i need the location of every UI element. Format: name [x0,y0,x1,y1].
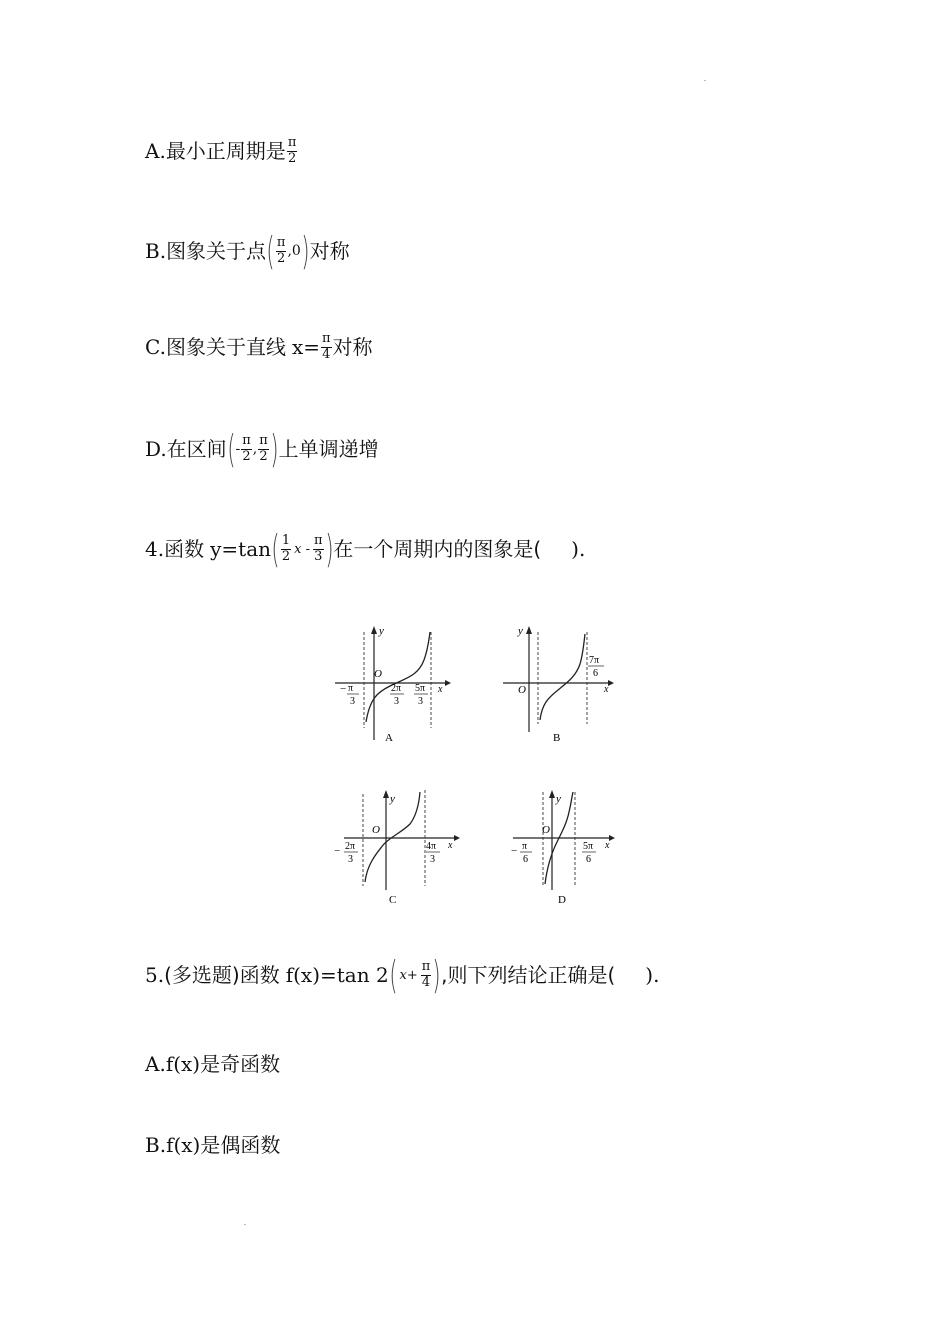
x-label: x [604,684,609,695]
option-d-fraction-1 [241,434,252,463]
origin-label: O [518,684,526,696]
fraction-numerator: 1 [281,533,291,549]
speck [244,1224,246,1225]
graph-a [330,620,455,754]
tick-1-num: π [348,683,354,694]
option-d-fraction-2 [258,434,269,463]
tick-1-den: 3 [350,696,355,707]
option-c-fraction [321,332,332,361]
left-paren-icon: ( [227,427,236,471]
origin-label: O [542,824,550,836]
tick-3-den: 3 [418,696,423,707]
fraction-numerator: π [421,959,431,975]
left-paren-icon: ( [271,527,280,571]
tick-2-num: 4π [426,841,437,852]
right-paren-icon: ) [301,229,310,273]
y-arrow-icon [383,790,389,798]
y-label: y [379,625,384,637]
tick-1-den: 6 [593,668,598,679]
option-b [145,229,350,273]
option-c-suffix: 对称 [332,334,373,359]
option-c [145,332,373,361]
q4-end: ). [571,537,586,561]
option-c-prefix: C. [145,334,166,359]
graph-a-svg [330,620,455,750]
fraction-numerator: π [313,533,323,549]
tick-2-den: 3 [430,854,435,865]
y-arrow-icon [371,626,377,634]
q5a-expr: f(x) [165,1052,201,1076]
tick-1-num: π [522,841,528,852]
graph-d-svg [505,782,630,910]
q5-prefix: 5. [145,963,165,987]
q5-fraction [421,960,432,989]
q5-text: (多选题)函数 [164,963,280,987]
y-arrow-icon [549,790,555,798]
option-d [145,427,379,471]
q5b-text: 是偶函数 [200,1133,281,1157]
q4-fraction-2 [313,534,324,563]
tan-curve [365,792,420,882]
q5-end: ). [645,963,660,987]
option-b-text: 图象关于点 [166,239,267,263]
y-label: y [518,625,523,637]
option-c-var: x= [291,334,320,359]
right-paren-icon: ) [432,953,441,997]
right-paren-icon: ) [324,527,334,571]
q4-fraction-1 [281,534,291,563]
graph-label: B [553,732,561,744]
q5a-prefix: A. [145,1052,166,1076]
q5-option-a [145,1054,280,1074]
tan-curve [540,634,585,720]
q5b-expr: f(x) [166,1133,201,1157]
tick-2-den: 6 [586,854,591,865]
q4-expr: y=tan [210,537,271,561]
option-d-suffix: 上单调递增 [278,437,379,461]
q4-prefix: 4. [145,537,165,561]
option-d-text: 在区间 [166,437,227,461]
x-arrow-icon [454,835,460,841]
fraction-numerator: π [322,331,331,346]
fraction-numerator: π [287,135,297,150]
fraction-denominator: 2 [259,449,268,464]
q5-var: x+ [399,967,418,983]
graph-b-svg [498,620,623,750]
fraction-denominator: 3 [314,549,323,564]
x-label: x [438,684,443,695]
q5b-prefix: B. [145,1133,167,1157]
option-b-fraction [276,236,287,265]
left-paren-icon: ( [266,229,275,273]
q4-text: 函数 [164,537,205,561]
right-paren-icon: ) [270,427,279,471]
y-label: y [390,793,395,805]
tick-1-den: 3 [348,854,353,865]
tick-2-den: 3 [394,696,399,707]
fraction-denominator: 4 [322,346,331,362]
tick-3-num: 5π [415,683,426,694]
tick-minus: − [334,845,341,857]
y-arrow-icon [526,626,532,634]
graph-label: D [558,894,566,906]
option-d-minus: - [235,441,241,457]
origin-label: O [374,668,382,680]
fraction-denominator: 4 [421,975,431,990]
tick-2-num: 5π [583,841,594,852]
x-label: x [448,840,453,851]
fraction-denominator: 2 [287,150,297,166]
q5-option-b [145,1135,280,1155]
x-arrow-icon [609,835,615,841]
option-a-text: 最小正周期是 [165,138,286,163]
tick-1-num: 2π [345,841,356,852]
y-label: y [556,793,561,805]
x-label: x [605,840,610,851]
tick-1-den: 6 [523,854,528,865]
q4-mid: x - [294,541,310,557]
option-d-prefix: D. [145,437,167,461]
left-paren-icon: ( [389,953,398,997]
fraction-numerator: π [259,433,268,449]
speck [704,80,706,81]
question-5 [145,953,660,997]
option-d-comma: , [252,441,258,457]
option-c-text: 图象关于直线 [165,334,286,359]
graph-label: A [385,732,393,744]
q5-suffix: ,则下列结论正确是( [441,963,616,987]
fraction-numerator: π [242,433,251,449]
tick-1-num: 7π [589,655,600,666]
fraction-denominator: 2 [242,449,251,464]
graph-c [330,782,465,914]
fraction-denominator: 2 [277,251,286,266]
question-4 [145,527,586,571]
graph-d [505,782,630,914]
graph-b [498,620,623,754]
tick-2-num: 2π [391,683,402,694]
q5a-text: 是奇函数 [200,1052,281,1076]
x-arrow-icon [608,680,614,686]
fraction-numerator: π [276,235,286,251]
tick-minus: − [511,845,518,857]
origin-label: O [372,824,380,836]
option-b-suffix: 对称 [309,239,350,263]
graph-label: C [389,894,397,906]
x-arrow-icon [445,680,451,686]
graph-c-svg [330,782,465,910]
option-a [145,136,298,165]
option-a-fraction [287,136,298,165]
tick-minus: − [340,683,347,695]
q5-expr: f(x)=tan 2 [285,963,389,987]
option-a-prefix: A. [145,138,166,163]
fraction-denominator: 2 [281,549,291,564]
option-b-prefix: B. [145,239,167,263]
q4-suffix: 在一个周期内的图象是( [333,537,542,561]
option-b-point-y: ,0 [287,243,301,259]
